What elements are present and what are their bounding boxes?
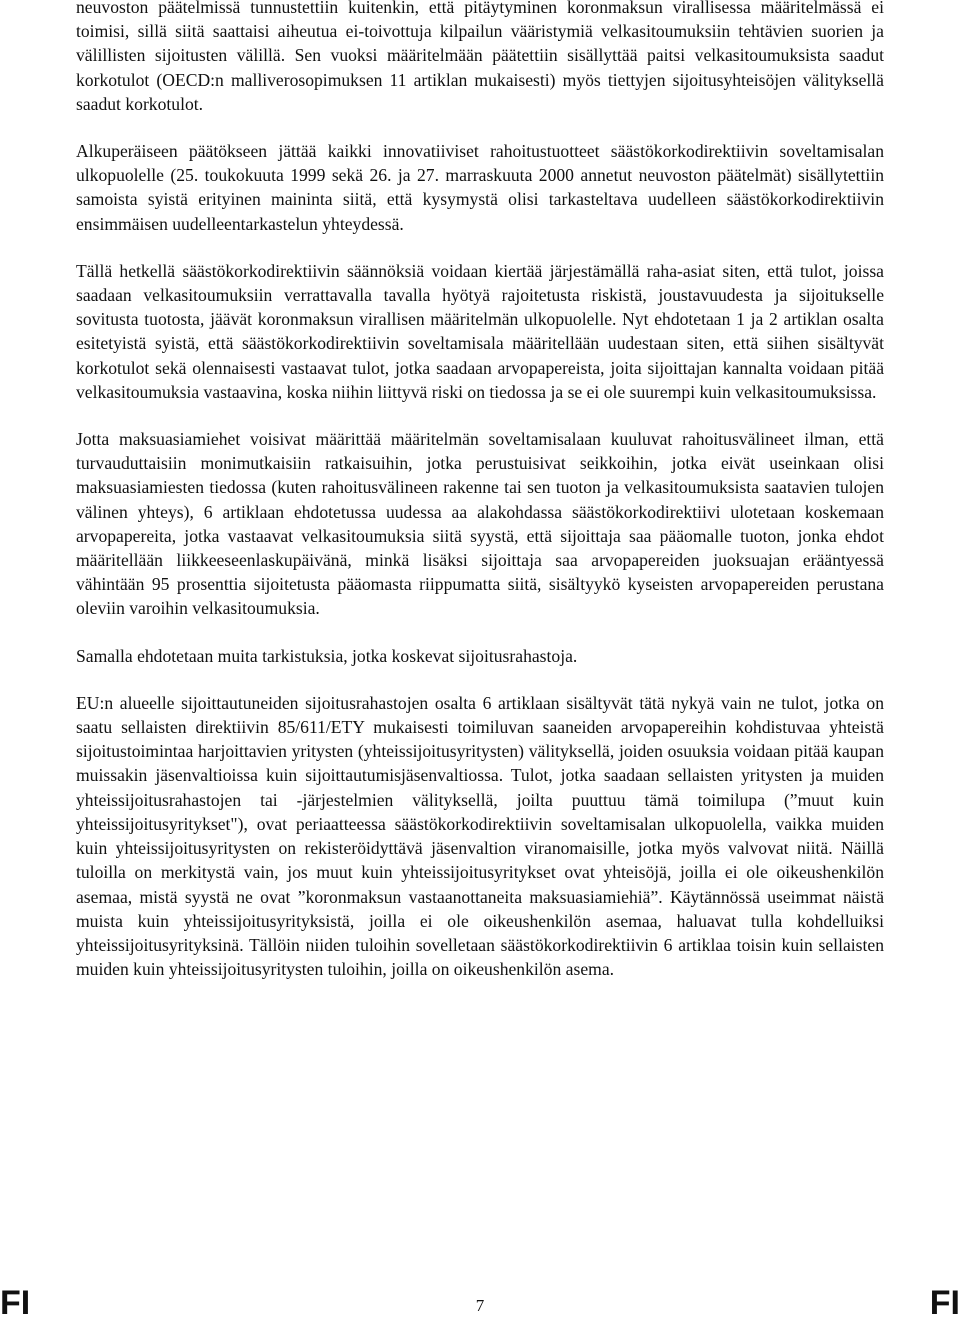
paragraph-1: neuvoston päätelmissä tunnustettiin kuitenkin, että pitäytyminen koronmaksun virallisessa määritelmässä ei toimisi, sillä siitä saattaisi aiheutua ei-toivottuja kilpailun vääristymiä velkasitoumuksiin tehtävien suorien ja välillisten sijoitusten välillä. Sen vuoksi määritelmään päätettiin sisällyttää paitsi velkasitoumuksista saadut korkotulot (OECD:n malliverosopimuksen 11 artiklan mukaisesti) myös tiettyjen sijoitusyhteisöjen välityksellä saadut korkotulot.	[76, 0, 884, 114]
paragraph-5: Samalla ehdotetaan muita tarkistuksia, jotka koskevat sijoitusrahastoja.	[76, 645, 578, 666]
footer-language-right: FI	[929, 1284, 960, 1322]
document-body	[76, 0, 884, 1004]
footer-language-left: FI	[0, 1284, 31, 1322]
paragraph-4: Jotta maksuasiamiehet voisivat määrittää määritelmän soveltamisalaan kuuluvat rahoitusvälineet ilman, että turvauduttaisiin monimutkaisiin ratkaisuihin, jotka perustuisivat seikkoihin, jotka eivät useinkaan olisi maksuasiamiesten tiedossa (kuten rahoitusvälineen rakenne tai sen tuoton ja velkasitoumuksista saatavien tulojen välinen yhteys), 6 artiklaan ehdotetussa uudessa aa alakohdassa säästökorkodirektiivi ulotetaan koskemaan arvopapereita, jotka vastaavat velkasitoumuksia siitä syystä, että sijoittaja saa pääomalle tuoton, jonka ehdot määritellään liikkeeseenlaskupäivänä, minkä lisäksi sijoittaja saa arvopapereiden juoksuajan erääntyessä vähintään 95 prosenttia sijoitetusta pääomasta riippumatta siitä, sisältyykö kyseisten arvopapereiden perustana oleviin varoihin velkasitoumuksia.	[76, 429, 884, 619]
paragraph-2: Alkuperäiseen päätökseen jättää kaikki innovatiiviset rahoitustuotteet säästökorkodirektiivin soveltamisalan ulkopuolelle (25. toukokuuta 1999 sekä 26. ja 27. marraskuuta 2000 annetut neuvoston päätelmät) sisällytettiin samoista syistä erityinen maininta siitä, että kysymystä olisi tarkasteltava uudelleen säästökorkodirektiivin ensimmäisen uudelleentarkastelun yhteydessä.	[76, 141, 884, 234]
paragraph-3: Tällä hetkellä säästökorkodirektiivin säännöksiä voidaan kiertää järjestämällä raha-asiat siten, että tulot, joissa saadaan velkasitoumuksiin verrattavalla tavalla hyötyä rajoitetusta riskistä, joustavuudesta ja sijoitukselle sovitusta tuotosta, jäävät koronmaksun virallisen määritelmän ulkopuolelle. Nyt ehdotetaan 1 ja 2 artiklan osalta esitetyistä syistä, että säästökorkodirektiivin soveltamisala määritellään uudestaan siten, että siihen sisältyvät korkotulot sekä olennaisesti vastaavat tulot, jotka saadaan arvopapereista, joita sijoittajan kannalta voidaan pitää velkasitoumuksia vastaavina, koska niihin liittyvä riski on tiedossa ja se ei ole suurempi kuin velkasitoumuksissa.	[76, 260, 884, 402]
page-number: 7	[475, 1296, 485, 1315]
paragraph-6: EU:n alueelle sijoittautuneiden sijoitusrahastojen osalta 6 artiklaan sisältyvät tätä nykyä vain ne tulot, jotka on saatu sellaisten direktiivin 85/611/ETY mukaisesti toimiluvan saaneiden arvopapereihin kohdistuvaa yhteistä sijoitustoimintaa harjoittavien yritysten (yhteissijoitusyritysten) välityksellä, joiden osuuksia voidaan pitää kaupan muissakin jäsenvaltioissa kuin sijoittautumisjäsenvaltiossa. Tulot, jotka saadaan sellaisten yritysten ja muiden yhteissijoitusrahastojen tai -järjestelmien välityksellä, joilta puuttuu tämä toimilupa (”muut kuin yhteissijoitusyritykset"), ovat periaatteessa säästökorkodirektiivin soveltamisalan ulkopuolella, vaikka muiden kuin yhteissijoitusyritysten on rekisteröidyttävä jäsenvaltion viranomaisille, jotka myös valvovat niitä. Näillä tuloilla on merkitystä vain, jos muut kuin yhteissijoitusyritykset ovat yhteisöjä, joilla ei ole oikeushenkilön asemaa, mistä syystä ne ovat ”koronmaksun vastaanottaneita maksuasiamiehiä”. Käytännössä useimmat näistä muista kuin yhteissijoitusyrityksistä, joilla ei ole oikeushenkilön asemaa, haluavat tulla kohdelluiksi yhteissijoitusyrityksinä. Tällöin niiden tuloihin sovelletaan säästökorkodirektiivin 6 artiklaa toisin kuin sellaisten muiden kuin yhteissijoitusyritysten tuloihin, joilla on oikeushenkilön asema.	[76, 692, 884, 980]
